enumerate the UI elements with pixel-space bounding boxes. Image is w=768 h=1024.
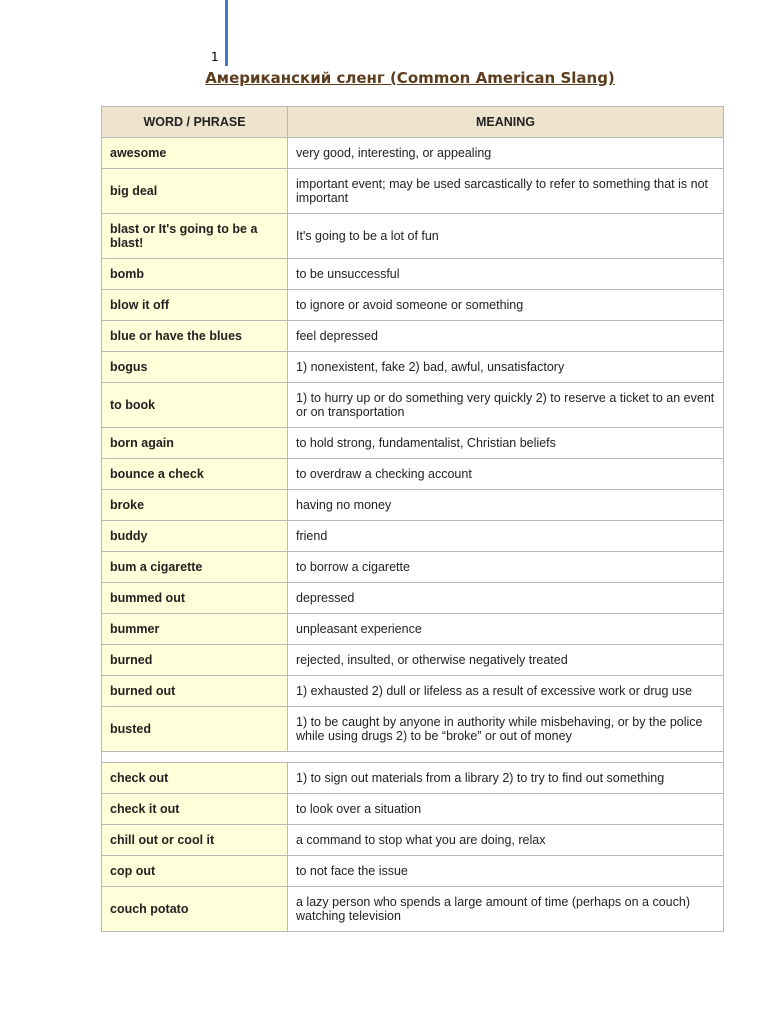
word-cell: couch potato: [102, 887, 288, 932]
table-header-row: [102, 107, 724, 138]
word-cell: awesome: [102, 138, 288, 169]
table-row: [102, 887, 724, 932]
meaning-cell: to be unsuccessful: [288, 259, 724, 290]
word-cell: to book: [102, 383, 288, 428]
meaning-cell: 1) to sign out materials from a library 2) to try to find out something: [288, 763, 724, 794]
word-cell: born again: [102, 428, 288, 459]
meaning-cell: 1) exhausted 2) dull or lifeless as a result of excessive work or drug use: [288, 676, 724, 707]
document-title: Американский сленг (Common American Slang): [205, 69, 615, 87]
meaning-cell: to ignore or avoid someone or something: [288, 290, 724, 321]
meaning-cell: 1) nonexistent, fake 2) bad, awful, unsatisfactory: [288, 352, 724, 383]
meaning-cell: to look over a situation: [288, 794, 724, 825]
table-row: [102, 290, 724, 321]
table-row: [102, 352, 724, 383]
meaning-cell: having no money: [288, 490, 724, 521]
word-cell: check out: [102, 763, 288, 794]
table-row: [102, 676, 724, 707]
table-separator-row: [102, 752, 724, 763]
word-cell: bogus: [102, 352, 288, 383]
meaning-cell: depressed: [288, 583, 724, 614]
table-row: [102, 214, 724, 259]
table-row: [102, 169, 724, 214]
table-row: [102, 138, 724, 169]
meaning-cell: rejected, insulted, or otherwise negatively treated: [288, 645, 724, 676]
table-row: [102, 321, 724, 352]
word-cell: buddy: [102, 521, 288, 552]
header-word-phrase: WORD / PHRASE: [102, 107, 288, 138]
meaning-cell: friend: [288, 521, 724, 552]
table-row: [102, 763, 724, 794]
word-cell: bummed out: [102, 583, 288, 614]
slang-table: [101, 106, 724, 932]
word-cell: chill out or cool it: [102, 825, 288, 856]
separator-cell: [102, 752, 724, 763]
meaning-cell: to not face the issue: [288, 856, 724, 887]
meaning-cell: It's going to be a lot of fun: [288, 214, 724, 259]
text-cursor-line: [225, 0, 228, 66]
table-row: [102, 583, 724, 614]
meaning-cell: a lazy person who spends a large amount of time (perhaps on a couch) watching television: [288, 887, 724, 932]
word-cell: busted: [102, 707, 288, 752]
page-number: 1: [211, 50, 219, 64]
word-cell: blast or It's going to be a blast!: [102, 214, 288, 259]
word-cell: bum a cigarette: [102, 552, 288, 583]
meaning-cell: a command to stop what you are doing, relax: [288, 825, 724, 856]
word-cell: big deal: [102, 169, 288, 214]
word-cell: broke: [102, 490, 288, 521]
meaning-cell: to overdraw a checking account: [288, 459, 724, 490]
header-meaning: MEANING: [288, 107, 724, 138]
meaning-cell: to hold strong, fundamentalist, Christian beliefs: [288, 428, 724, 459]
meaning-cell: feel depressed: [288, 321, 724, 352]
table-row: [102, 825, 724, 856]
table-row: [102, 383, 724, 428]
meaning-cell: very good, interesting, or appealing: [288, 138, 724, 169]
meaning-cell: to borrow a cigarette: [288, 552, 724, 583]
table-row: [102, 856, 724, 887]
meaning-cell: important event; may be used sarcastically to refer to something that is not important: [288, 169, 724, 214]
meaning-cell: 1) to be caught by anyone in authority while misbehaving, or by the police while using drugs 2) to be “broke” or out of money: [288, 707, 724, 752]
word-cell: bummer: [102, 614, 288, 645]
meaning-cell: unpleasant experience: [288, 614, 724, 645]
word-cell: bomb: [102, 259, 288, 290]
table-row: [102, 521, 724, 552]
table-row: [102, 459, 724, 490]
table-row: [102, 707, 724, 752]
word-cell: check it out: [102, 794, 288, 825]
table-row: [102, 552, 724, 583]
table-row: [102, 490, 724, 521]
word-cell: blow it off: [102, 290, 288, 321]
word-cell: bounce a check: [102, 459, 288, 490]
table-row: [102, 259, 724, 290]
table-row: [102, 645, 724, 676]
word-cell: burned out: [102, 676, 288, 707]
table-row: [102, 794, 724, 825]
word-cell: cop out: [102, 856, 288, 887]
table-row: [102, 428, 724, 459]
word-cell: blue or have the blues: [102, 321, 288, 352]
meaning-cell: 1) to hurry up or do something very quickly 2) to reserve a ticket to an event or on transportation: [288, 383, 724, 428]
table-row: [102, 614, 724, 645]
word-cell: burned: [102, 645, 288, 676]
